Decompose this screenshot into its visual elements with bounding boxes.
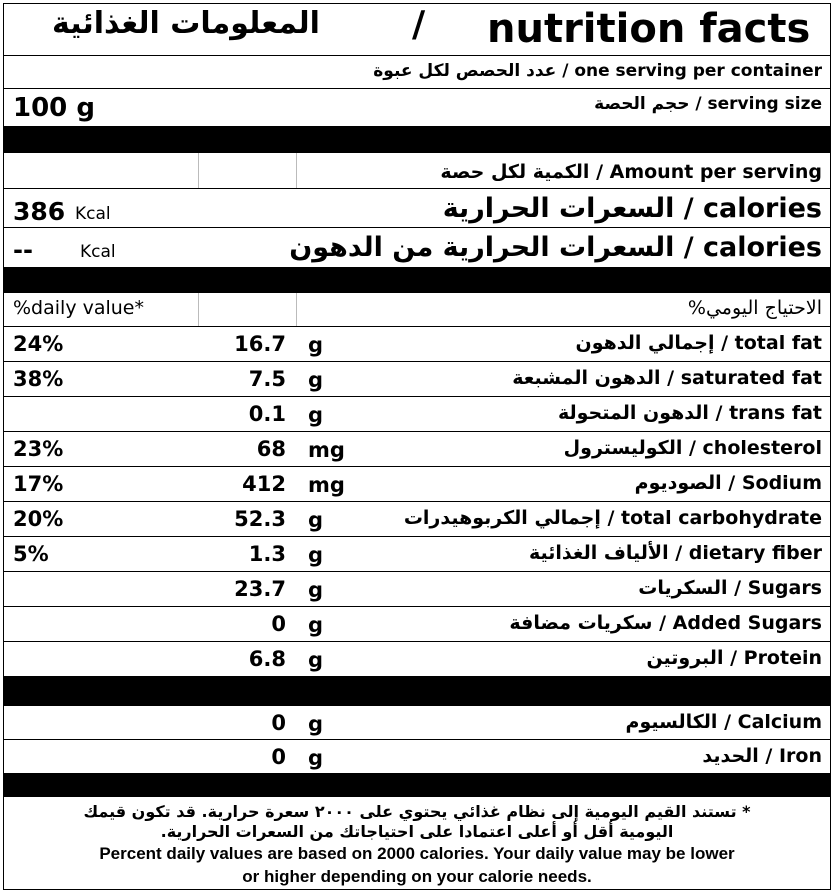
footnote-ar-line2: اليومية أقل أو أعلى اعتمادا على احتياجاتك من السعرات الحرارية. bbox=[160, 822, 674, 841]
amount-unit: g bbox=[308, 746, 324, 770]
thick-divider-1 bbox=[4, 127, 830, 153]
amount-unit: g bbox=[308, 333, 324, 357]
daily-value-percent: 5% bbox=[13, 542, 49, 566]
title-english: nutrition facts bbox=[487, 6, 811, 52]
nutrient-row bbox=[4, 572, 830, 607]
amount-value: 23.7 bbox=[234, 577, 286, 601]
nutrient-row bbox=[4, 467, 830, 502]
amount-value: 1.3 bbox=[248, 542, 286, 566]
daily-value-en: %daily value* bbox=[13, 297, 144, 319]
calories-from-fat-row bbox=[4, 228, 830, 268]
nutrition-facts-label bbox=[3, 3, 831, 890]
daily-value-percent: 24% bbox=[13, 332, 64, 356]
serving-size-value: 100 g bbox=[13, 93, 95, 123]
nutrient-label: الصوديوم / Sodium bbox=[634, 472, 822, 494]
nutrient-label: البروتين / Protein bbox=[646, 647, 822, 669]
nutrient-row bbox=[4, 362, 830, 397]
amount-value: 16.7 bbox=[234, 332, 286, 356]
serving-size-label: حجم الحصة / serving size bbox=[594, 94, 822, 114]
thick-divider-2 bbox=[4, 268, 830, 293]
thick-divider-3 bbox=[4, 677, 830, 706]
nutrient-label: الدهون المتحولة / trans fat bbox=[557, 402, 822, 424]
title-arabic: المعلومات الغذائية bbox=[52, 6, 320, 41]
calories-row bbox=[4, 189, 830, 228]
amount-value: 0.1 bbox=[248, 402, 286, 426]
footnote-en-line1: Percent daily values are based on 2000 calories. Your daily value may be lower bbox=[99, 844, 735, 863]
servings-per-container: عدد الحصص لكل عبوة / one serving per container bbox=[373, 61, 822, 81]
daily-value-percent: 17% bbox=[13, 472, 64, 496]
calories-value: 386 bbox=[13, 197, 66, 226]
amount-per-serving: الكمية لكل حصة / Amount per serving bbox=[440, 161, 822, 183]
amount-unit: g bbox=[308, 403, 324, 427]
nutrient-label: إجمالي الدهون / total fat bbox=[575, 332, 822, 354]
calories-unit: Kcal bbox=[75, 204, 111, 224]
daily-value-percent: 20% bbox=[13, 507, 64, 531]
header-row bbox=[4, 4, 830, 56]
servings-per-container-row bbox=[4, 56, 830, 89]
amount-unit: mg bbox=[308, 473, 345, 497]
amount-value: 0 bbox=[271, 711, 286, 735]
daily-value-percent: 38% bbox=[13, 367, 64, 391]
nutrient-row bbox=[4, 607, 830, 642]
amount-unit: g bbox=[308, 508, 324, 532]
nutrient-row bbox=[4, 432, 830, 467]
amount-value: 0 bbox=[271, 745, 286, 769]
footnote-ar-line1: * تستند القيم اليومية إلى نظام غذائي يحتوي على ٢٠٠٠ سعرة حرارية. قد تكون قيمك bbox=[83, 802, 751, 821]
amount-unit: g bbox=[308, 712, 324, 736]
mineral-row bbox=[4, 740, 830, 774]
amount-value: 7.5 bbox=[248, 367, 286, 391]
daily-value-header-row bbox=[4, 293, 830, 327]
nutrient-label: الكوليسترول / cholesterol bbox=[563, 437, 822, 459]
calories-label: السعرات الحرارية / calories bbox=[442, 193, 822, 224]
amount-per-serving-row bbox=[4, 153, 830, 189]
calories-from-fat-unit: Kcal bbox=[80, 242, 116, 262]
amount-value: 52.3 bbox=[234, 507, 286, 531]
nutrient-label: إجمالي الكربوهيدرات / total carbohydrate bbox=[403, 507, 822, 529]
amount-unit: g bbox=[308, 543, 324, 567]
amount-unit: mg bbox=[308, 438, 345, 462]
amount-value: 412 bbox=[242, 472, 286, 496]
nutrient-label: السكريات / Sugars bbox=[638, 577, 822, 599]
daily-value-ar: %الاحتياج اليومي bbox=[687, 297, 822, 319]
footnote bbox=[4, 797, 830, 890]
amount-unit: g bbox=[308, 613, 324, 637]
amount-unit: g bbox=[308, 578, 324, 602]
amount-value: 6.8 bbox=[248, 647, 286, 671]
daily-value-percent: 23% bbox=[13, 437, 64, 461]
nutrient-label: الكالسيوم / Calcium bbox=[625, 711, 822, 733]
nutrient-row bbox=[4, 537, 830, 572]
nutrient-row bbox=[4, 502, 830, 537]
nutrient-row bbox=[4, 397, 830, 432]
nutrient-label: سكريات مضافة / Added Sugars bbox=[509, 612, 822, 634]
amount-value: 68 bbox=[256, 437, 286, 461]
nutrient-label: الدهون المشبعة / saturated fat bbox=[512, 367, 822, 389]
footnote-en-line2: or higher depending on your calorie needs. bbox=[242, 867, 592, 886]
calories-from-fat-label: السعرات الحرارية من الدهون / calories bbox=[289, 232, 822, 263]
nutrient-label: الحديد / Iron bbox=[702, 745, 822, 767]
nutrient-label: الألياف الغذائية / dietary fiber bbox=[528, 542, 822, 564]
amount-value: 0 bbox=[271, 612, 286, 636]
amount-unit: g bbox=[308, 648, 324, 672]
nutrient-row bbox=[4, 642, 830, 677]
nutrient-row bbox=[4, 327, 830, 362]
calories-from-fat-value: -- bbox=[13, 236, 33, 264]
amount-unit: g bbox=[308, 368, 324, 392]
serving-size-row bbox=[4, 89, 830, 127]
title-separator: / bbox=[412, 4, 426, 45]
mineral-row bbox=[4, 706, 830, 740]
thick-divider-4 bbox=[4, 773, 830, 797]
